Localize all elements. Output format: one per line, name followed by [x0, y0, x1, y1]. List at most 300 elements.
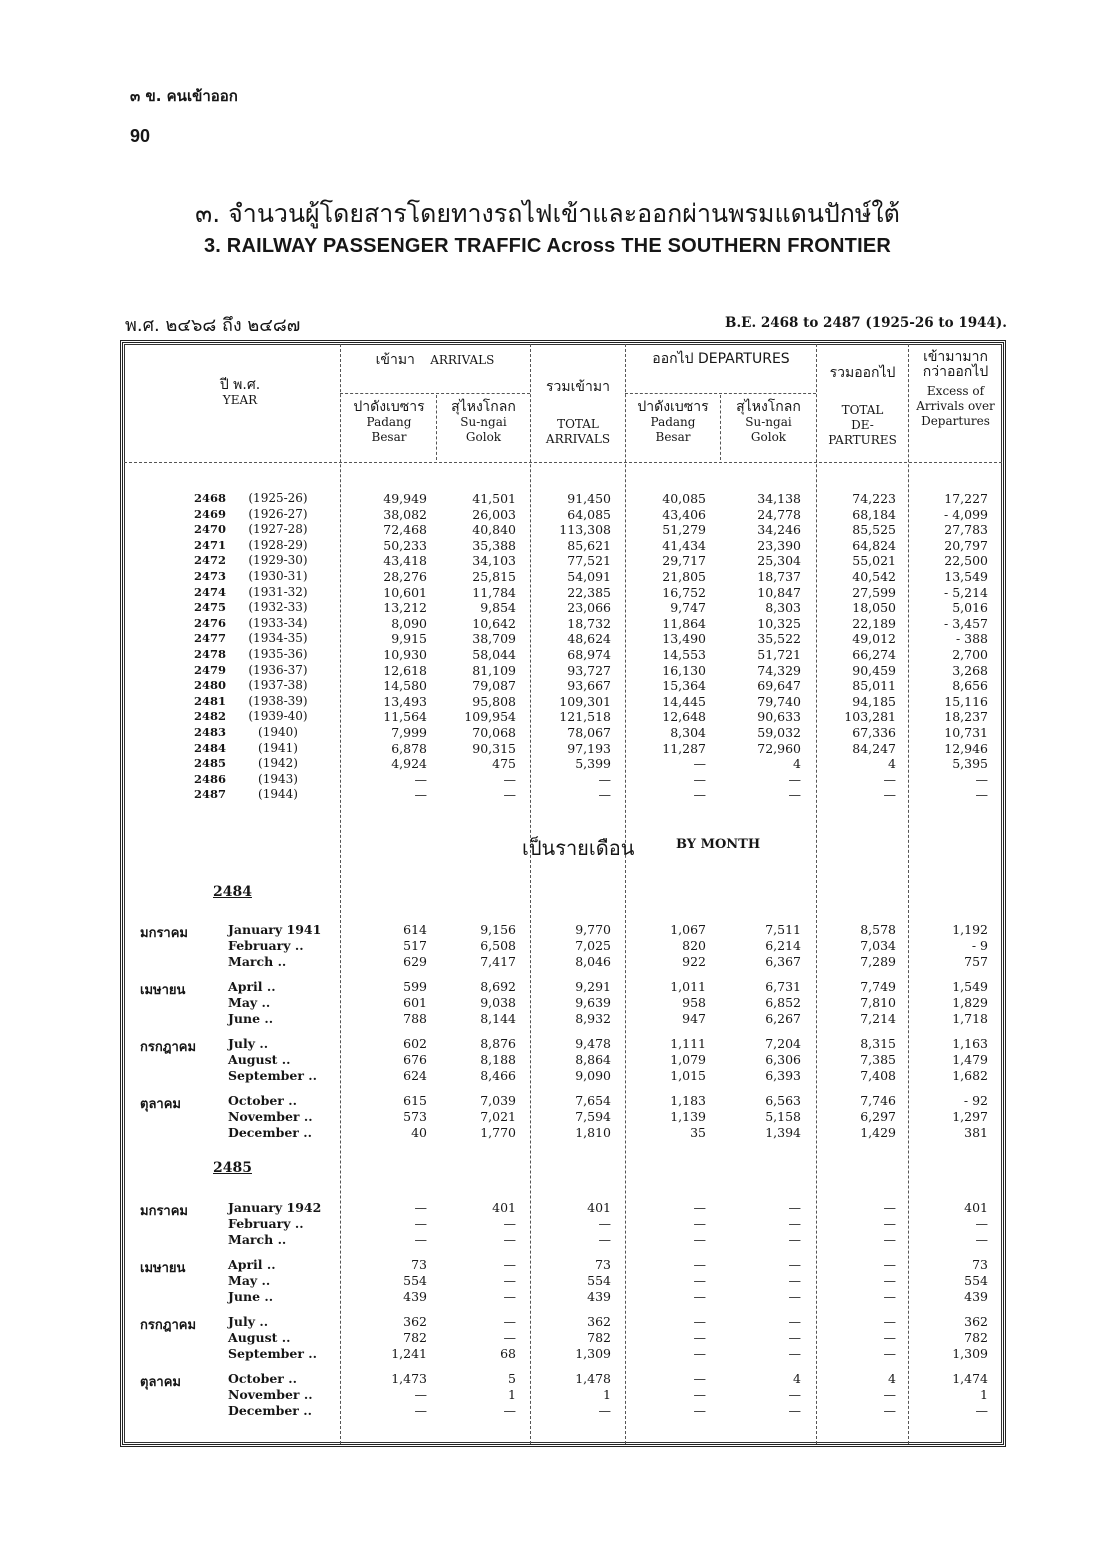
month-label: May ..	[228, 1273, 271, 1288]
table-cell: —	[883, 1330, 896, 1345]
table-cell: —	[693, 1330, 706, 1345]
year-be-cell: 2487	[193, 787, 226, 802]
table-cell: 94,185	[852, 693, 896, 709]
year-be-cell: 2471	[193, 537, 226, 552]
table-cell: 1,079	[670, 1052, 706, 1067]
table-cell: 73	[411, 1257, 427, 1272]
table-cell: —	[883, 1216, 896, 1231]
table-cell: 1,478	[575, 1371, 611, 1386]
table-cell: —	[503, 1216, 516, 1231]
table-cell: 7,654	[575, 1093, 611, 1108]
range-thai: พ.ศ. ๒๔๖๘ ถึง ๒๔๘๗	[125, 315, 301, 336]
year-ce-cell: (1932-33)	[248, 600, 308, 615]
table-cell: 401	[492, 1200, 516, 1215]
table-cell: 8,864	[575, 1052, 611, 1067]
table-cell: 38,082	[383, 506, 427, 522]
table-cell: —	[788, 1346, 801, 1361]
column-rule	[816, 344, 817, 1444]
table-cell: —	[883, 787, 896, 803]
table-cell: 41,434	[662, 537, 706, 553]
table-cell: —	[693, 1346, 706, 1361]
arrivals-thai: เข้ามา	[375, 352, 415, 368]
table-cell: —	[883, 1232, 896, 1247]
table-cell: —	[693, 1257, 706, 1272]
table-cell: 8,932	[575, 1011, 611, 1026]
table-cell: 68	[500, 1346, 516, 1361]
table-cell: —	[883, 1257, 896, 1272]
year-ce-cell: (1940)	[258, 725, 298, 739]
by-month-english: BY MONTH	[676, 837, 761, 852]
table-cell: 922	[682, 954, 706, 969]
table-cell: —	[975, 1403, 988, 1418]
month-label: April ..	[228, 1257, 276, 1272]
table-cell: 7,025	[575, 938, 611, 953]
table-cell: 85,525	[852, 522, 896, 538]
table-cell: 1,549	[952, 979, 988, 994]
month-label: March ..	[228, 1232, 287, 1247]
table-cell: 50,233	[383, 537, 427, 553]
table-cell: 7,289	[860, 954, 896, 969]
table-cell: 5,395	[952, 756, 988, 772]
table-cell: 6,508	[480, 938, 516, 953]
table-cell: 401	[964, 1200, 988, 1215]
table-cell: —	[414, 1232, 427, 1247]
month-label: March ..	[228, 954, 287, 969]
table-cell: 8,303	[765, 600, 801, 616]
table-cell: —	[693, 771, 706, 787]
table-cell: —	[883, 1314, 896, 1329]
table-cell: 29,717	[662, 553, 706, 569]
table-cell: 782	[587, 1330, 611, 1345]
quarter-label: มกราคม	[140, 1204, 188, 1219]
table-cell: 91,450	[567, 491, 611, 506]
table-cell: 85,011	[852, 678, 896, 694]
year-header-english: YEAR	[222, 393, 258, 407]
year-ce-cell: (1931-32)	[248, 584, 308, 599]
month-label: October ..	[228, 1093, 297, 1108]
table-cell: 1,067	[670, 922, 706, 937]
table-cell: —	[503, 1330, 516, 1345]
table-cell: 1,309	[575, 1346, 611, 1361]
table-cell: —	[503, 787, 516, 803]
title-english: 3. RAILWAY PASSENGER TRAFFIC Across THE SOUTHERN FRONTIER	[203, 235, 892, 257]
year-ce-cell: (1934-35)	[248, 631, 308, 646]
table-cell: 1,241	[391, 1346, 427, 1361]
table-cell: 64,824	[852, 537, 896, 553]
table-cell: 113,308	[559, 522, 611, 538]
year-be-cell: 2485	[193, 756, 226, 771]
table-cell: 15,364	[662, 678, 706, 694]
table-cell: 1,473	[391, 1371, 427, 1386]
header-rule	[625, 393, 816, 394]
table-cell: 362	[964, 1314, 988, 1329]
table-cell: 1,474	[952, 1371, 988, 1386]
table-cell: —	[414, 1200, 427, 1215]
total-departures-en-1: TOTAL	[841, 403, 884, 417]
year-be-cell: 2484	[193, 740, 226, 755]
arr-padang-en-2: Besar	[371, 430, 407, 444]
table-cell: 7,749	[860, 979, 896, 994]
arrivals-group-header	[345, 353, 525, 368]
table-cell: 9,639	[575, 995, 611, 1010]
quarter-label: กรกฎาคม	[140, 1040, 197, 1055]
table-cell: —	[788, 771, 801, 787]
table-cell: 11,564	[383, 709, 427, 725]
year-be-cell: 2469	[193, 506, 226, 521]
excess-thai-2: กว่าออกไป	[922, 364, 989, 380]
table-cell: 624	[403, 1068, 427, 1083]
year-ce-cell: (1929-30)	[248, 553, 308, 568]
table-cell: 40,085	[662, 491, 706, 506]
table-cell: 24,778	[757, 506, 801, 522]
month-label: April ..	[228, 979, 276, 994]
table-cell: —	[975, 771, 988, 787]
table-cell: 9,478	[575, 1036, 611, 1051]
table-cell: 121,518	[559, 709, 611, 725]
table-cell: 38,709	[472, 631, 516, 647]
table-cell: 90,315	[472, 740, 516, 756]
table-cell: —	[598, 771, 611, 787]
table-cell: 17,227	[944, 491, 988, 506]
table-cell: —	[788, 1273, 801, 1288]
year-header	[150, 378, 330, 408]
table-cell: —	[414, 1403, 427, 1418]
year-be-cell: 2468	[193, 491, 226, 505]
table-cell: 93,667	[567, 678, 611, 694]
table-cell: 602	[403, 1036, 427, 1051]
dep-padang-thai: ปาดังเบซาร	[637, 399, 709, 415]
table-cell: 68,184	[852, 506, 896, 522]
table-cell: 18,732	[567, 615, 611, 631]
table-cell: 72,468	[383, 522, 427, 538]
year-ce-cell: (1933-34)	[248, 615, 308, 630]
arr-sungai-en-1: Su-ngai	[460, 415, 507, 429]
table-cell: - 9	[971, 938, 988, 953]
table-cell: 85,621	[567, 537, 611, 553]
table-cell: 70,068	[472, 725, 516, 740]
table-cell: 6,367	[765, 954, 801, 969]
year-be-cell: 2472	[193, 553, 226, 568]
by-month-thai: เป็นรายเดือน	[522, 836, 635, 860]
table-cell: 8,656	[952, 678, 988, 694]
column-rule	[530, 344, 531, 1444]
dep-padang-en-1: Padang	[650, 415, 696, 429]
table-cell: 79,740	[757, 693, 801, 709]
table-cell: —	[598, 1232, 611, 1247]
table-cell: 1,139	[670, 1109, 706, 1124]
table-cell: —	[693, 1371, 706, 1386]
total-departures-en-3: PARTURES	[828, 433, 897, 447]
table-cell: 7,511	[765, 922, 801, 937]
table-cell: 109,954	[464, 709, 516, 725]
table-cell: 6,267	[765, 1011, 801, 1026]
table-cell: 6,852	[765, 995, 801, 1010]
table-cell: 13,549	[944, 569, 988, 584]
year-be-cell: 2480	[193, 678, 226, 693]
year-be-cell: 2481	[193, 693, 226, 708]
table-cell: 947	[682, 1011, 706, 1026]
table-cell: 439	[587, 1289, 611, 1304]
table-cell: 26,003	[472, 506, 516, 522]
table-cell: 74,329	[757, 662, 801, 678]
table-cell: 7,034	[860, 938, 896, 953]
table-cell: 43,418	[383, 553, 427, 569]
table-cell: 573	[403, 1109, 427, 1124]
year-ce-cell: (1936-37)	[248, 662, 308, 677]
table-cell: 25,815	[472, 569, 516, 584]
table-cell: 22,500	[944, 553, 988, 569]
table-cell: 1,682	[952, 1068, 988, 1083]
year-ce-cell: (1928-29)	[248, 537, 308, 552]
arr-sungai-en-2: Golok	[465, 430, 502, 444]
table-cell: - 5,214	[944, 584, 988, 600]
table-cell: 77,521	[567, 553, 611, 569]
total-arrivals-en-1: TOTAL	[557, 417, 599, 431]
table-cell: 9,770	[575, 922, 611, 937]
excess-en-3: Departures	[921, 414, 990, 428]
table-cell: 1,810	[575, 1125, 611, 1140]
arr-padang-en-1: Padang	[366, 415, 412, 429]
table-cell: —	[975, 1216, 988, 1231]
table-cell: —	[414, 1387, 427, 1402]
quarter-label: มกราคม	[140, 926, 188, 941]
arr-padang-thai: ปาดังเบซาร	[353, 399, 425, 415]
table-cell: 676	[403, 1052, 427, 1067]
table-cell: —	[503, 1257, 516, 1272]
table-cell: —	[693, 1387, 706, 1402]
table-cell: 9,090	[575, 1068, 611, 1083]
table-cell: —	[693, 1403, 706, 1418]
table-cell: 1	[508, 1387, 516, 1402]
table-cell: —	[693, 756, 706, 772]
year-be-cell: 2475	[193, 600, 226, 615]
table-cell: 8,046	[575, 954, 611, 969]
table-cell: 362	[587, 1314, 611, 1329]
table-cell: 1	[603, 1387, 611, 1402]
table-cell: 9,038	[480, 995, 516, 1010]
arrivals-english: ARRIVALS	[430, 353, 495, 367]
table-cell: 12,946	[944, 740, 988, 756]
table-cell: 16,130	[662, 662, 706, 678]
month-label: January 1942	[228, 1200, 322, 1215]
table-cell: —	[414, 771, 427, 787]
table-cell: 1,770	[480, 1125, 516, 1140]
total-arrivals-en-2: ARRIVALS	[545, 432, 611, 446]
total-arrivals-thai: รวมเข้ามา	[546, 379, 610, 395]
arr-sungai-header	[437, 400, 530, 445]
table-cell: —	[503, 771, 516, 787]
table-cell: 8,304	[670, 725, 706, 740]
table-cell: 109,301	[559, 693, 611, 709]
table-cell: 55,021	[852, 553, 896, 569]
table-cell: 10,325	[757, 615, 801, 631]
table-cell: 5,399	[575, 756, 611, 772]
month-label: September ..	[228, 1346, 318, 1361]
table-cell: 439	[403, 1289, 427, 1304]
year-be-cell: 2477	[193, 631, 226, 646]
table-cell: 362	[403, 1314, 427, 1329]
table-cell: 7,810	[860, 995, 896, 1010]
table-cell: 25,304	[757, 553, 801, 569]
year-ce-cell: (1930-31)	[248, 569, 308, 583]
table-cell: 11,287	[662, 740, 706, 756]
table-cell: 820	[682, 938, 706, 953]
table-cell: —	[414, 787, 427, 803]
table-cell: 554	[403, 1273, 427, 1288]
table-cell: 439	[964, 1289, 988, 1304]
table-cell: 9,156	[480, 922, 516, 937]
table-cell: 1,183	[670, 1093, 706, 1108]
year-be-cell: 2470	[193, 522, 226, 537]
table-cell: —	[883, 1387, 896, 1402]
table-cell: 18,050	[852, 600, 896, 616]
total-departures-en-2: DE-	[851, 418, 874, 432]
table-cell: —	[503, 1232, 516, 1247]
range-english: B.E. 2468 to 2487 (1925-26 to 1944).	[725, 315, 1007, 331]
table-cell: 782	[964, 1330, 988, 1345]
table-cell: 21,805	[662, 569, 706, 584]
table-cell: 73	[972, 1257, 988, 1272]
dep-sungai-header	[721, 400, 816, 445]
month-label: July ..	[228, 1314, 269, 1329]
table-cell: —	[503, 1314, 516, 1329]
table-cell: 84,247	[852, 740, 896, 756]
table-cell: —	[788, 1403, 801, 1418]
table-cell: —	[975, 787, 988, 803]
year-heading-1942: 2485	[213, 1160, 252, 1176]
table-cell: 18,737	[757, 569, 801, 584]
year-be-cell: 2486	[193, 771, 226, 786]
table-cell: 13,493	[383, 693, 427, 709]
table-cell: 40,840	[472, 522, 516, 538]
table-cell: 12,618	[383, 662, 427, 678]
table-cell: 90,459	[852, 662, 896, 678]
table-cell: 27,783	[944, 522, 988, 538]
table-cell: 517	[403, 938, 427, 953]
table-cell: 7,746	[860, 1093, 896, 1108]
table-cell: —	[883, 1289, 896, 1304]
departures-group-header: ออกไป DEPARTURES	[652, 351, 790, 367]
table-cell: 49,012	[852, 631, 896, 647]
table-cell: —	[598, 787, 611, 803]
table-cell: —	[788, 787, 801, 803]
table-cell: 16,752	[662, 584, 706, 600]
table-cell: - 4,099	[944, 506, 988, 522]
table-cell: 6,878	[391, 740, 427, 756]
page-number: 90	[130, 126, 151, 146]
table-cell: 69,647	[757, 678, 801, 694]
table-cell: —	[693, 1200, 706, 1215]
year-be-cell: 2479	[193, 662, 226, 677]
table-cell: 1,015	[670, 1068, 706, 1083]
arr-padang-header	[342, 400, 436, 445]
table-cell: 8,315	[860, 1036, 896, 1051]
title-thai: ๓. จำนวนผู้โดยสารโดยทางรถไฟเข้าและออกผ่านพรมแดนปักษ์ใต้	[195, 199, 900, 228]
table-cell: 14,445	[662, 693, 706, 709]
table-cell: 381	[964, 1125, 988, 1140]
month-label: June ..	[228, 1011, 274, 1026]
year-ce-cell: (1926-27)	[248, 506, 308, 521]
table-cell: 6,214	[765, 938, 801, 953]
table-cell: 72,960	[757, 740, 801, 756]
table-cell: 7,214	[860, 1011, 896, 1026]
year-ce-cell: (1937-38)	[248, 678, 308, 693]
table-cell: 54,091	[567, 569, 611, 584]
table-cell: 9,291	[575, 979, 611, 994]
month-label: December ..	[228, 1403, 312, 1418]
table-cell: 8,188	[480, 1052, 516, 1067]
table-cell: 48,624	[567, 631, 611, 647]
header-rule	[124, 462, 1002, 463]
column-rule	[625, 344, 626, 1444]
year-ce-cell: (1942)	[258, 756, 298, 771]
table-cell: 10,930	[383, 647, 427, 662]
column-rule	[340, 344, 341, 1444]
year-ce-cell: (1944)	[258, 787, 298, 802]
table-cell: 7,385	[860, 1052, 896, 1067]
table-cell: 12,648	[662, 709, 706, 725]
table-cell: - 3,457	[944, 615, 988, 631]
table-cell: 40,542	[852, 569, 896, 584]
table-cell: 27,599	[852, 584, 896, 600]
table-cell: 18,237	[944, 709, 988, 725]
table-cell: —	[788, 1314, 801, 1329]
table-cell: 8,144	[480, 1011, 516, 1026]
dep-padang-en-2: Besar	[655, 430, 691, 444]
dep-sungai-en-2: Golok	[750, 430, 787, 444]
table-cell: 90,633	[757, 709, 801, 725]
table-cell: —	[693, 1216, 706, 1231]
table-cell: 79,087	[472, 678, 516, 694]
table-cell: 599	[403, 979, 427, 994]
table-cell: 1,829	[952, 995, 988, 1010]
table-cell: —	[883, 1403, 896, 1418]
table-cell: 6,563	[765, 1093, 801, 1108]
table-cell: 8,466	[480, 1068, 516, 1083]
table-cell: 58,044	[472, 647, 516, 662]
table-cell: 51,279	[662, 522, 706, 538]
year-ce-cell: (1938-39)	[248, 693, 308, 708]
table-cell: —	[883, 1346, 896, 1361]
table-cell: 35	[690, 1125, 706, 1140]
table-cell: 5,016	[952, 600, 988, 616]
year-heading-1941: 2484	[213, 884, 252, 900]
table-cell: 9,747	[670, 600, 706, 616]
table-cell: 51,721	[757, 647, 801, 662]
table-cell: 7,999	[391, 725, 427, 740]
table-cell: 6,393	[765, 1068, 801, 1083]
table-cell: 43,406	[662, 506, 706, 522]
table-cell: 1,192	[952, 922, 988, 937]
table-cell: 34,246	[757, 522, 801, 538]
table-cell: —	[788, 1232, 801, 1247]
table-cell: 3,268	[952, 662, 988, 678]
table-cell: 93,727	[567, 662, 611, 678]
table-cell: 4	[793, 1371, 801, 1386]
table-cell: 13,212	[383, 600, 427, 616]
table-cell: 615	[403, 1093, 427, 1108]
table-cell: 28,276	[383, 569, 427, 584]
table-cell: 68,974	[567, 647, 611, 662]
month-label: August ..	[228, 1052, 291, 1067]
header-rule	[340, 393, 530, 394]
table-cell: —	[693, 1232, 706, 1247]
table-cell: 629	[403, 954, 427, 969]
year-be-cell: 2483	[193, 725, 226, 739]
year-ce-cell: (1939-40)	[248, 709, 308, 724]
table-cell: 1,011	[670, 979, 706, 994]
table-cell: - 92	[963, 1093, 988, 1108]
